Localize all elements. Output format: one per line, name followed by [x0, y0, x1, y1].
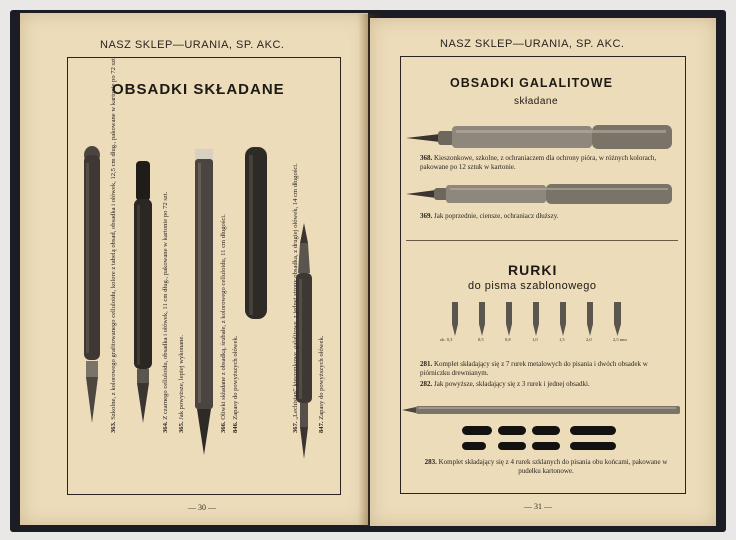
size-label-5: 1,5	[559, 337, 565, 342]
size-label-4: 1,0	[532, 337, 538, 342]
left-title: OBSADKI SKŁADANE	[112, 81, 285, 98]
page-header-left: NASZ SKLEP—URANIA, SP. AKC.	[100, 39, 285, 51]
section-divider	[406, 240, 678, 241]
item-365-desc: 365. Jak powyższe, lepiej wykonane.	[178, 335, 185, 433]
tubes-illustration	[448, 300, 638, 344]
page-header-right: NASZ SKLEP—URANIA, SP. AKC.	[440, 38, 625, 50]
right-subtitle: składane	[514, 96, 559, 107]
item-369-desc: 369. Jak poprzednie, ciensze, ochraniacz dłuższy.	[420, 212, 559, 220]
pen-368-image	[406, 125, 672, 149]
left-page	[20, 13, 368, 525]
page-number-right: — 31 —	[524, 502, 552, 511]
item-364-desc: 364. Z czarnego celluloidu, obsadka i ołówek, 11 cm dług., pakowane w kartonie po 72 szt.	[162, 191, 169, 433]
right-page	[370, 18, 716, 526]
item-847-desc: 847. Zapasy do powyższych ołówek.	[318, 335, 325, 433]
pen-cap-image	[245, 147, 267, 319]
item-281-desc: 281. Komplet składający się z 7 rurek metalowych do pisania i dwóch obsadek w piórniczku drewnianym.	[420, 360, 648, 377]
size-label-1: ok. 0,3	[440, 337, 453, 342]
size-label-6: 2,0	[586, 337, 592, 342]
item-367-desc: 367. „Lechistan” kieszonkowe, galalitowe, z jednej strony obsadka, z drugiej ołówek, 14 cm długości.	[292, 163, 299, 433]
item-846-desc: 846. Zapasy do powyższych ołówek.	[232, 335, 239, 433]
size-label-3: 0,8	[505, 337, 511, 342]
rurki-title: RURKI	[508, 262, 558, 278]
pen-364-image	[134, 161, 152, 423]
item-366-desc: 366. Oliwki składane z obsadką, śrubałe, z kolorowego celluloidu, 11 cm długości.	[220, 214, 227, 433]
item-363-desc: 363. Szkolne, z kolorowego grafitowanego celluloidu, kolore z tabelą obsad, obsadka i ołówek, 12,5 cm dług., pakowane w kartonie po 72 szt.	[110, 56, 117, 433]
size-label-7: 2,5 mm	[613, 337, 627, 342]
long-tube-illustration	[402, 402, 684, 418]
pen-363-image	[84, 146, 100, 423]
item-282-desc: 282. Jak powyższe, składający się z 3 rurek i jednej obsadki.	[420, 380, 590, 388]
pen-369-image	[406, 184, 672, 204]
right-title: OBSADKI GALALITOWE	[450, 76, 613, 90]
rurki-subtitle: do pisma szablonowego	[468, 280, 597, 292]
page-number-left: — 30 —	[188, 503, 216, 512]
glass-tubes-illustration	[462, 424, 626, 454]
pencil-366-image	[195, 149, 213, 455]
size-label-2: 0,5	[478, 337, 484, 342]
item-283-desc: 283. Komplet składający się z 4 rurek szklanych do pisania obu końcami, pakowane w pudełku kartonowe.	[424, 458, 668, 475]
item-368-desc: 368. Kieszonkowe, szkolne, z ochraniaczem dla ochrony pióra, w różnych kolorach, pakowane po 12 sztuk w kartonie.	[420, 154, 657, 171]
